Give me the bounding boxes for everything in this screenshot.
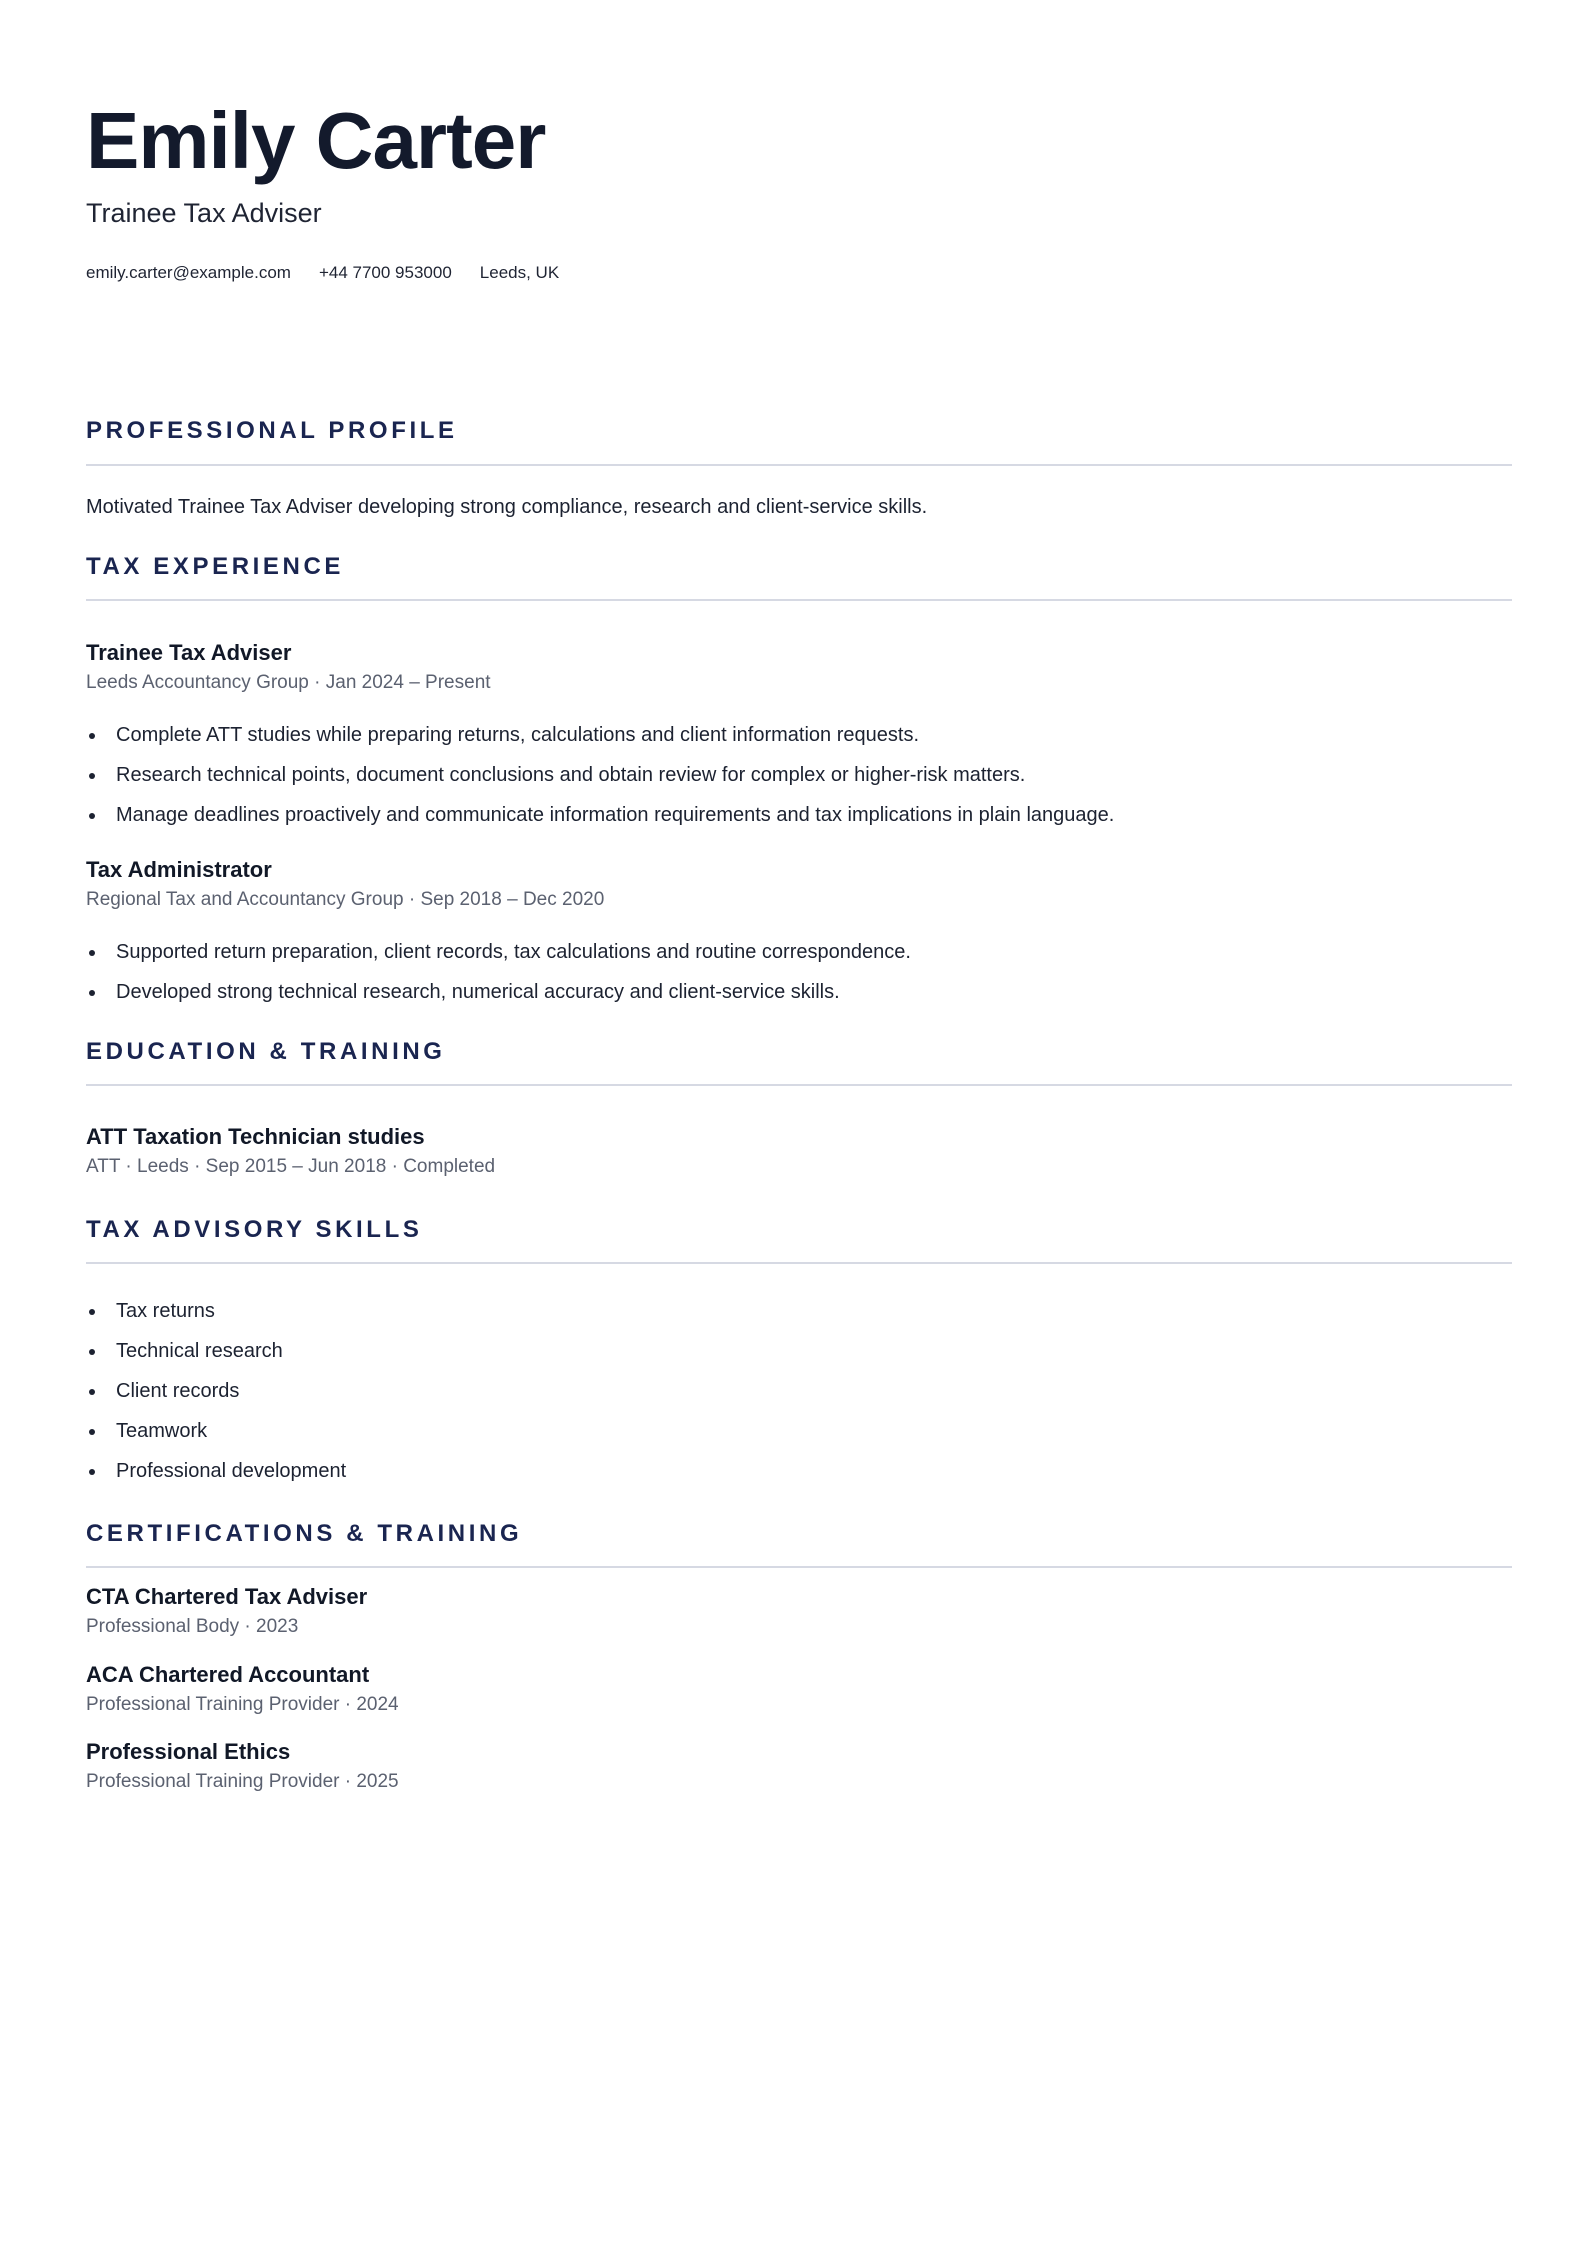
contact-location: Leeds, UK	[479, 263, 560, 282]
skill-item: Client records	[86, 1378, 346, 1418]
section-divider	[86, 1262, 1512, 1264]
section-divider	[86, 1084, 1512, 1086]
section-title-certifications: CERTIFICATIONS & TRAINING	[86, 1520, 523, 1547]
candidate-name: Emily Carter	[86, 96, 546, 185]
section-title-profile: PROFESSIONAL PROFILE	[86, 417, 458, 444]
skill-item: Teamwork	[86, 1418, 346, 1458]
list-item: Manage deadlines proactively and communicate information requirements and tax implications in plain language.	[86, 802, 1114, 842]
certification-name: CTA Chartered Tax Adviser	[86, 1584, 368, 1609]
skills-list	[86, 1298, 346, 1498]
job-title: Tax Administrator	[86, 857, 272, 882]
job-bullets	[86, 722, 1114, 842]
list-item: Research technical points, document conclusions and obtain review for complex or higher-risk matters.	[86, 762, 1114, 802]
skill-item: Technical research	[86, 1338, 346, 1378]
job-bullets	[86, 939, 911, 1019]
certification-name: Professional Ethics	[86, 1739, 291, 1764]
education-name: ATT Taxation Technician studies	[86, 1124, 425, 1149]
section-divider	[86, 464, 1512, 466]
certification-meta: Professional Training Provider · 2025	[86, 1771, 399, 1792]
job-title: Trainee Tax Adviser	[86, 640, 292, 665]
contact-line	[86, 262, 559, 284]
skill-item: Professional development	[86, 1458, 346, 1498]
contact-phone[interactable]: +44 7700 953000	[318, 263, 452, 282]
education-meta: ATT · Leeds · Sep 2015 – Jun 2018 · Completed	[86, 1156, 496, 1177]
section-title-education: EDUCATION & TRAINING	[86, 1038, 446, 1065]
list-item: Developed strong technical research, numerical accuracy and client-service skills.	[86, 979, 911, 1019]
section-divider	[86, 599, 1512, 601]
certification-meta: Professional Training Provider · 2024	[86, 1694, 399, 1715]
profile-summary: Motivated Trainee Tax Adviser developing strong compliance, research and client-service skills.	[86, 496, 928, 518]
section-title-experience: TAX EXPERIENCE	[86, 553, 344, 580]
job-meta: Leeds Accountancy Group · Jan 2024 – Present	[86, 672, 491, 693]
list-item: Complete ATT studies while preparing returns, calculations and client information requests.	[86, 722, 1114, 762]
certification-meta: Professional Body · 2023	[86, 1616, 299, 1637]
job-meta: Regional Tax and Accountancy Group · Sep 2018 – Dec 2020	[86, 889, 605, 910]
list-item: Supported return preparation, client records, tax calculations and routine correspondence.	[86, 939, 911, 979]
section-divider	[86, 1566, 1512, 1568]
candidate-headline: Trainee Tax Adviser	[86, 198, 322, 228]
skill-item: Tax returns	[86, 1298, 346, 1338]
contact-email[interactable]: emily.carter@example.com	[86, 263, 291, 282]
section-title-skills: TAX ADVISORY SKILLS	[86, 1216, 423, 1243]
certification-name: ACA Chartered Accountant	[86, 1662, 370, 1687]
